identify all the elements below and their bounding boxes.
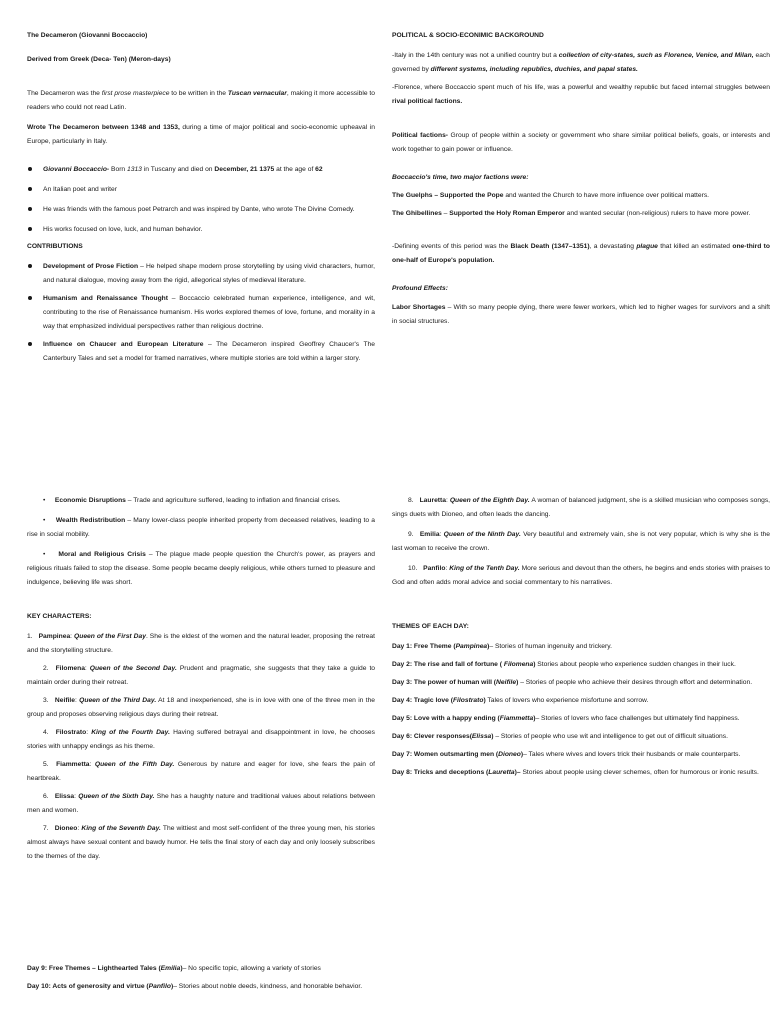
list-item: • Moral and Religious Crisis – The plague made people question the Church's power, as prayers and religious rituals failed to stop the disease. Some people became deeply religious, while others turned to pleasure and indulgence, believing life was short. <box>27 551 376 586</box>
characters-heading: KEY CHARACTERS: <box>27 613 92 620</box>
labor-paragraph: Labor Shortages – With so many people dying, there were fewer workers, which led to higher wages for survivors and a shift in social structures. <box>392 304 770 325</box>
list-item: Humanism and Renaissance Thought – Boccaccio celebrated human experience, intelligence, and wit, contributing to the rise of Renaissance humanism. His works explored themes of love, fortune, and morality in a way that emphasized individual perspectives rather than religious doctrine. <box>27 292 375 334</box>
characters-continued-section <box>392 494 770 780</box>
bullet-icon: • <box>43 497 46 504</box>
list-item: 9. Emilia: Queen of the Ninth Day. Very beautiful and extremely vain, she is not very popular, which is why she is the last woman to receive the crown. <box>392 531 770 552</box>
list-item: He was friends with the famous poet Petrarch and was inspired by Dante, who wrote The Divine Comedy. <box>27 203 375 217</box>
florence-paragraph: -Florence, where Boccaccio spent much of his life, was a powerful and wealthy republic but faced internal struggles between rival political factions. <box>392 84 770 105</box>
effects-list <box>27 494 375 590</box>
italy-paragraph: -Italy in the 14th century was not a unified country but a collection of city-states, such as Florence, Venice, and Milan, each governed by different systems, including republics, duchies, and papal states. <box>392 52 770 73</box>
list-item: Day 7: Women outsmarting men (Dioneo)– Tales where wives and lovers trick their husbands or male counterparts. <box>392 751 741 758</box>
characters-list <box>27 630 375 864</box>
list-item: 4. Filostrato: King of the Fourth Day. Having suffered betrayal and disappointment in love, he chooses stories with unhappy endings as his theme. <box>27 729 375 750</box>
ghibellines-paragraph: The Ghibellines – Supported the Holy Roman Emperor and wanted secular (non-religious) rulers to have more power. <box>392 210 751 217</box>
contributions-heading: CONTRIBUTIONS <box>27 243 83 250</box>
list-item: Day 9: Free Themes – Lighthearted Tales (Emilia)– No specific topic, allowing a variety of stories <box>27 965 321 972</box>
list-item: 3. Neifile: Queen of the Third Day. At 18 and inexperienced, she is in love with one of the three men in the group and proposes observing religious days during their retreat. <box>27 697 376 718</box>
themes-continued-section <box>27 962 375 994</box>
list-item: 5. Fiammetta: Queen of the Fifth Day. Generous by nature and eager for love, she fears the pain of heartbreak. <box>27 761 376 782</box>
list-item: Day 6: Clever responses(Elissa) – Stories of people who use wit and intelligence to get out of difficult situations. <box>392 733 728 740</box>
list-item: Development of Prose Fiction – He helped shape modern prose storytelling by using vivid characters, humor, and natural dialogue, moving away from the rigid, allegorical styles of medieval literature. <box>27 260 375 288</box>
bullet-icon <box>28 296 32 300</box>
black-death-paragraph: -Defining events of this period was the Black Death (1347–1351), a devastating plague that killed an estimated one-third to one-half of Europe's population. <box>392 243 770 264</box>
list-item: Day 2: The rise and fall of fortune ( Filomena) Stories about people who experience sudden changes in their luck. <box>392 661 736 668</box>
bullet-icon: • <box>43 517 46 524</box>
list-item: Day 5: Love with a happy ending (Fiammetta)– Stories of lovers who face challenges but ultimately find happiness. <box>392 715 740 722</box>
list-item: Influence on Chaucer and European Literature – The Decameron inspired Geoffrey Chaucer's The Canterbury Tales and set a model for framed narratives, where multiple stories are told within a larger story. <box>27 338 375 366</box>
list-item: Day 3: The power of human will (Neifile) – Stories of people who achieve their desires through effort and determination. <box>392 679 753 686</box>
bio-list <box>27 163 375 237</box>
bullet-icon <box>28 207 32 211</box>
effects-heading: Profound Effects: <box>392 285 448 292</box>
contributions-list <box>27 260 375 366</box>
list-item: 1. Pampinea: Queen of the First Day. She is the eldest of the women and the natural leader, proposing the retreat and the storytelling structure. <box>27 633 376 654</box>
list-item: Day 1: Free Theme (Pampinea)– Stories of human ingenuity and trickery. <box>392 643 612 650</box>
boccaccio-intro-section <box>27 29 375 366</box>
list-item: 6. Elissa: Queen of the Sixth Day. She has a haughty nature and traditional values about relations between men and women. <box>27 793 375 814</box>
derived-line: Derived from Greek (Deca- Ten) (Meron-days) <box>27 56 171 63</box>
factions-paragraph: Political factions- Group of people within a society or government who share similar political beliefs, goals, or interests and work together to gain power or influence. <box>392 132 770 153</box>
intro-paragraph: The Decameron was the first prose masterpiece to be written in the Tuscan vernacular, making it more accessible to readers who could not read Latin. <box>27 90 375 111</box>
guelphs-paragraph: The Guelphs – Supported the Pope and wanted the Church to have more influence over political matters. <box>392 192 710 199</box>
bullet-icon <box>28 187 32 191</box>
bullet-icon <box>28 264 32 268</box>
bullet-icon <box>28 342 32 346</box>
list-item: His works focused on love, luck, and human behavior. <box>27 223 375 237</box>
list-item: 2. Filomena: Queen of the Second Day. Prudent and pragmatic, she suggests that they take a guide to maintain order during their retreat. <box>27 665 376 686</box>
background-section <box>392 29 770 329</box>
list-item: Day 8: Tricks and deceptions (Lauretta)– Stories about people using clever schemes, often for humorous or ironic results. <box>392 769 759 776</box>
list-item: • Wealth Redistribution – Many lower-class people inherited property from deceased relatives, leading to a rise in social mobility. <box>27 517 375 538</box>
background-heading: POLITICAL & SOCIO-ECONIMIC BACKGROUND <box>392 32 544 39</box>
doc-title: The Decameron (Giovanni Boccaccio) <box>27 32 148 39</box>
time-heading: Boccaccio's time, two major factions were: <box>392 174 529 181</box>
list-item: 7. Dioneo: King of the Seventh Day. The wittiest and most self-confident of the three young men, his stories almost always have sexual content and bawdy humor. He tells the final story of each day and only loosely subscribes to the themes of the day. <box>27 825 376 860</box>
list-item: Day 10: Acts of generosity and virtue (Panfilo)– Stories about noble deeds, kindness, and honorable behavior. <box>27 983 363 990</box>
list-item: Day 4: Tragic love (Filostrato) Tales of lovers who experience misfortune and sorrow. <box>392 697 649 704</box>
list-item: 8. Lauretta: Queen of the Eighth Day. A woman of balanced judgment, she is a skilled musician who composes songs, sings duets with Dioneo, and often leads the dancing. <box>392 497 770 518</box>
bullet-icon <box>28 227 32 231</box>
themes-heading: THEMES OF EACH DAY: <box>392 623 469 630</box>
list-item: • Economic Disruptions – Trade and agriculture suffered, leading to inflation and financial crises. <box>43 497 341 504</box>
list-item: 10. Panfilo: King of the Tenth Day. More serious and devout than the others, he begins and ends stories with praises to God and often adds moral advice and social commentary to his narratives. <box>392 565 770 586</box>
wrote-paragraph: Wrote The Decameron between 1348 and 1353, during a time of major political and socio-economic upheaval in Europe, particularly in Italy. <box>27 124 376 145</box>
effects-continued-section <box>27 494 375 864</box>
bullet-icon: • <box>43 551 46 558</box>
themes-list <box>392 640 770 780</box>
bullet-icon <box>28 167 32 171</box>
list-item: Giovanni Boccaccio- Born 1313 in Tuscany and died on December, 21 1375 at the age of 62 <box>27 163 375 177</box>
list-item: An Italian poet and writer <box>27 183 375 197</box>
